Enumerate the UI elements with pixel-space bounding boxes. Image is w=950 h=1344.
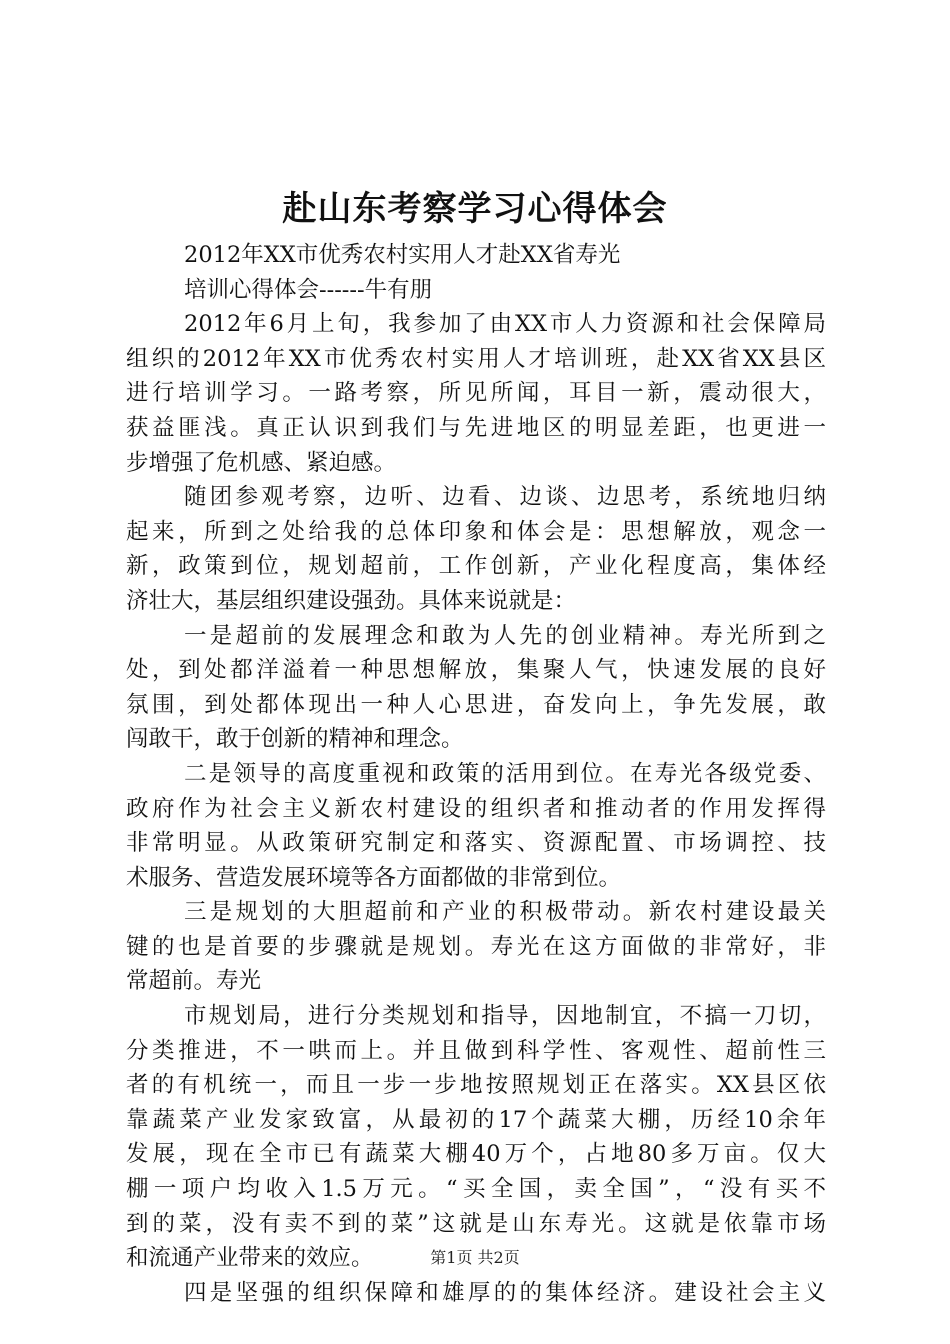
paragraph-line: 二是领导的高度重视和政策的活用到位。在寿光各级党委、 <box>184 760 826 787</box>
paragraph-line: 分类推进，不一哄而上。并且做到科学性、客观性、超前性三 <box>126 1037 826 1064</box>
subtitle-line: 培训心得体会------牛有朋 <box>184 276 433 303</box>
paragraph-line: 市规划局，进行分类规划和指导，因地制宜，不搞一刀切， <box>184 1003 826 1030</box>
paragraph-line: 到的菜，没有卖不到的菜”这就是山东寿光。这就是依靠市场 <box>126 1210 826 1237</box>
page-footer: 第1页 共2页 <box>430 1248 520 1267</box>
paragraph-line: 发展，现在全市已有蔬菜大棚40万个，占地80多万亩。仅大 <box>126 1141 826 1168</box>
paragraph-line: 术服务、营造发展环境等各方面都做的非常到位。 <box>126 864 622 891</box>
paragraph-line: 靠蔬菜产业发家致富，从最初的17个蔬菜大棚，历经10余年 <box>126 1106 826 1133</box>
paragraph-line: 组织的2012年XX市优秀农村实用人才培训班，赴XX省XX县区 <box>126 345 826 372</box>
paragraph-line: 新，政策到位，规划超前，工作创新，产业化程度高，集体经 <box>126 553 826 580</box>
subtitle-line: 2012年XX市优秀农村实用人才赴XX省寿光 <box>184 242 621 268</box>
paragraph-line: 闯敢干，敢于创新的精神和理念。 <box>126 726 464 753</box>
paragraph-line: 随团参观考察，边听、边看、边谈、边思考，系统地归纳 <box>184 484 826 511</box>
paragraph-line: 四是坚强的组织保障和雄厚的的集体经济。建设社会主义 <box>184 1279 826 1306</box>
paragraph-line: 非常明显。从政策研究制定和落实、资源配置、市场调控、技 <box>126 830 826 857</box>
paragraph-line: 济壮大，基层组织建设强劲。具体来说就是： <box>126 587 577 614</box>
paragraph-line: 键的也是首要的步骤就是规划。寿光在这方面做的非常好，非 <box>126 933 826 960</box>
paragraph-line: 一是超前的发展理念和敢为人先的创业精神。寿光所到之 <box>184 622 826 649</box>
paragraph-line: 棚一项户均收入1.5万元。“买全国，卖全国”，“没有买不 <box>126 1176 826 1203</box>
document-title: 赴山东考察学习心得体会 <box>282 189 668 229</box>
paragraph-line: 获益匪浅。真正认识到我们与先进地区的明显差距，也更进一 <box>126 414 826 441</box>
paragraph-line: 处，到处都洋溢着一种思想解放，集聚人气，快速发展的良好 <box>126 657 826 684</box>
paragraph-line: 常超前。寿光 <box>126 968 262 995</box>
paragraph-line: 和流通产业带来的效应。 <box>126 1245 374 1272</box>
paragraph-line: 者的有机统一，而且一步一步地按照规划正在落实。XX县区依 <box>126 1072 826 1099</box>
paragraph-line: 进行培训学习。一路考察，所见所闻，耳目一新，震动很大， <box>126 380 826 407</box>
document-body <box>126 238 826 1310</box>
paragraph-line: 起来，所到之处给我的总体印象和体会是：思想解放，观念一 <box>126 518 826 545</box>
paragraph-line: 政府作为社会主义新农村建设的组织者和推动者的作用发挥得 <box>126 795 826 822</box>
paragraph-line: 2012年6月上旬，我参加了由XX市人力资源和社会保障局 <box>184 311 826 338</box>
paragraph-line: 三是规划的大胆超前和产业的积极带动。新农村建设最关 <box>184 899 826 926</box>
paragraph-line: 步增强了危机感、紧迫感。 <box>126 449 397 476</box>
paragraph-line: 氛围，到处都体现出一种人心思进，奋发向上，争先发展，敢 <box>126 691 826 718</box>
